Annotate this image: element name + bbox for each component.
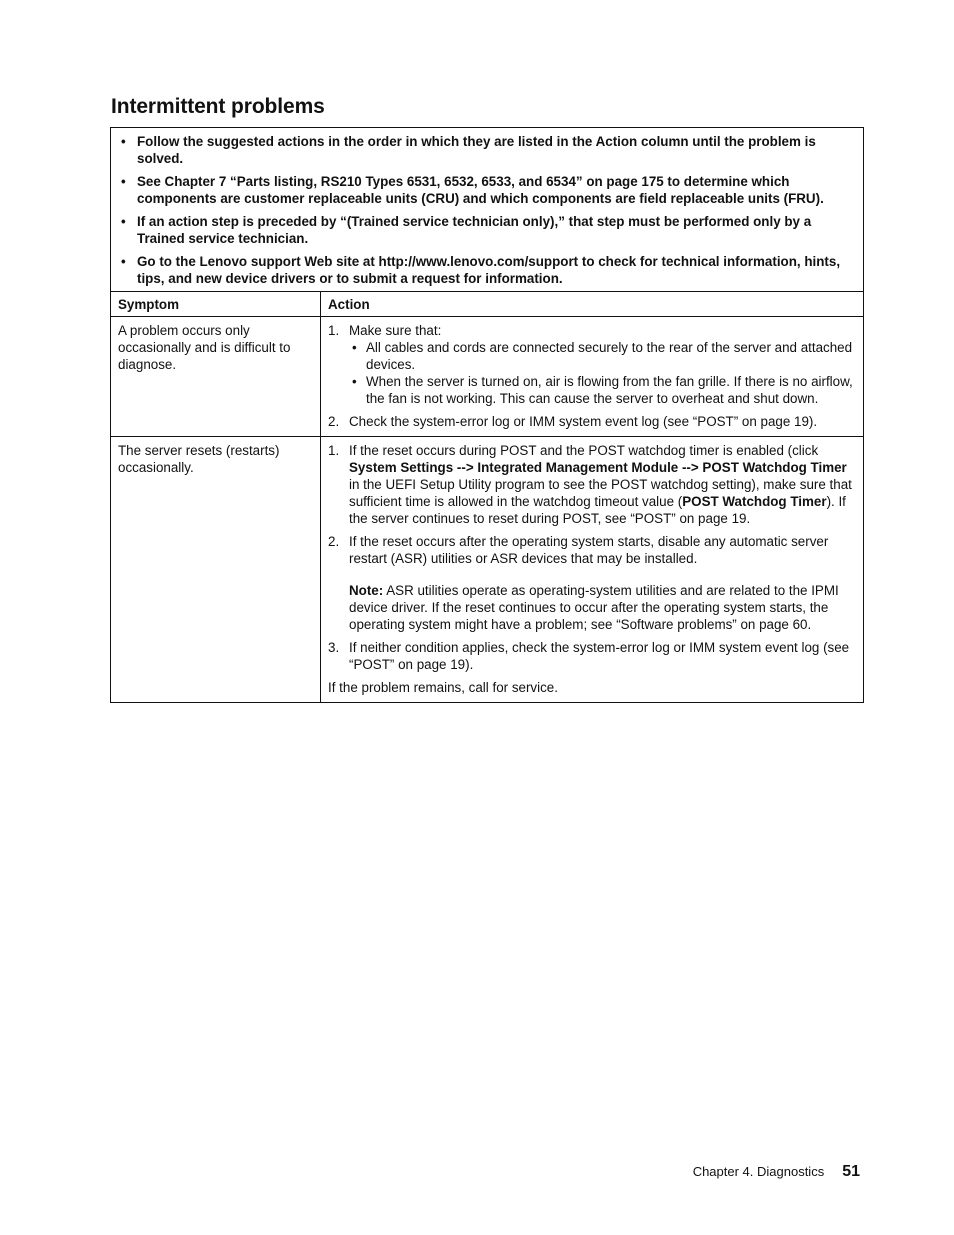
intro-item: • If an action step is preceded by “(Trained service technician only),” that step must be performed only by a Trained service technician. <box>119 213 855 247</box>
step-text: If the reset occurs during POST and the POST watchdog timer is enabled (click <box>349 443 819 458</box>
action-step <box>328 322 856 407</box>
step-number: 1. <box>328 323 340 338</box>
action-steps <box>328 322 856 430</box>
sub-item: • When the server is turned on, air is flowing from the fan grille. If there is no airflow, the fan is not working. This can cause the server to overheat and shut down. <box>349 373 856 407</box>
note-label: Note: <box>349 583 384 598</box>
note <box>349 582 856 633</box>
step-text: If the reset occurs after the operating system starts, disable any automatic server restart (ASR) utilities or ASR devices that may be installed. <box>349 534 829 566</box>
setting-name: POST Watchdog Timer <box>682 494 827 509</box>
step-number: 2. <box>328 534 340 549</box>
table-row <box>111 437 864 703</box>
intro-list <box>119 133 855 287</box>
step-text: ). If the server continues to reset during POST, see “POST” on page 19. <box>349 494 846 526</box>
action-step <box>328 533 856 633</box>
step-number: 3. <box>328 640 340 655</box>
action-cell <box>321 437 864 703</box>
intro-row <box>111 128 864 292</box>
note-text: ASR utilities operate as operating-system utilities and are related to the IPMI device driver. If the reset continues to occur after the operating system starts, the operating system might have a problem; see “Software problems” on page 60. <box>349 583 839 632</box>
action-step <box>328 442 856 527</box>
chapter-label: Chapter 4. Diagnostics <box>692 1164 825 1179</box>
header-row <box>111 292 864 317</box>
final-instruction: If the problem remains, call for service. <box>328 680 558 695</box>
step-text: Make sure that: <box>349 323 442 338</box>
symptom-header: Symptom <box>111 292 321 317</box>
step-text: Check the system-error log or IMM system event log (see “POST” on page 19). <box>349 414 818 429</box>
symptom-cell: The server resets (restarts) occasionally. <box>111 437 321 703</box>
action-step <box>328 413 856 430</box>
intro-item: • Go to the Lenovo support Web site at http://www.lenovo.com/support to check for technical information, hints, tips, and new device drivers or to submit a request for information. <box>119 253 855 287</box>
step-number: 2. <box>328 414 340 429</box>
action-step <box>328 639 856 673</box>
sub-item: • All cables and cords are connected securely to the rear of the server and attached devices. <box>349 339 856 373</box>
intro-cell <box>111 128 864 292</box>
sub-list <box>349 339 856 407</box>
step-text: If neither condition applies, check the system-error log or IMM system event log (see “POST” on page 19). <box>349 640 850 672</box>
intermittent-problems-table <box>110 127 864 703</box>
table-row <box>111 317 864 437</box>
action-header: Action <box>321 292 864 317</box>
action-steps <box>328 442 856 673</box>
symptom-cell: A problem occurs only occasionally and is difficult to diagnose. <box>111 317 321 437</box>
step-text: in the UEFI Setup Utility program to see the POST watchdog setting), make sure that sufficient time is allowed in the watchdog timeout value ( <box>349 477 852 509</box>
intro-item: • See Chapter 7 “Parts listing, RS210 Types 6531, 6532, 6533, and 6534” on page 175 to determine which components are customer replaceable units (CRU) and which components are field replaceable units (FRU). <box>119 173 855 207</box>
step-number: 1. <box>328 443 340 458</box>
intro-item: • Follow the suggested actions in the order in which they are listed in the Action column until the problem is solved. <box>119 133 855 167</box>
page-number: 51 <box>842 1163 860 1180</box>
menu-path: System Settings --> Integrated Management Module --> POST Watchdog Timer <box>349 460 847 475</box>
page-title: Intermittent problems <box>111 95 325 118</box>
page-footer <box>693 1163 860 1181</box>
action-cell <box>321 317 864 437</box>
